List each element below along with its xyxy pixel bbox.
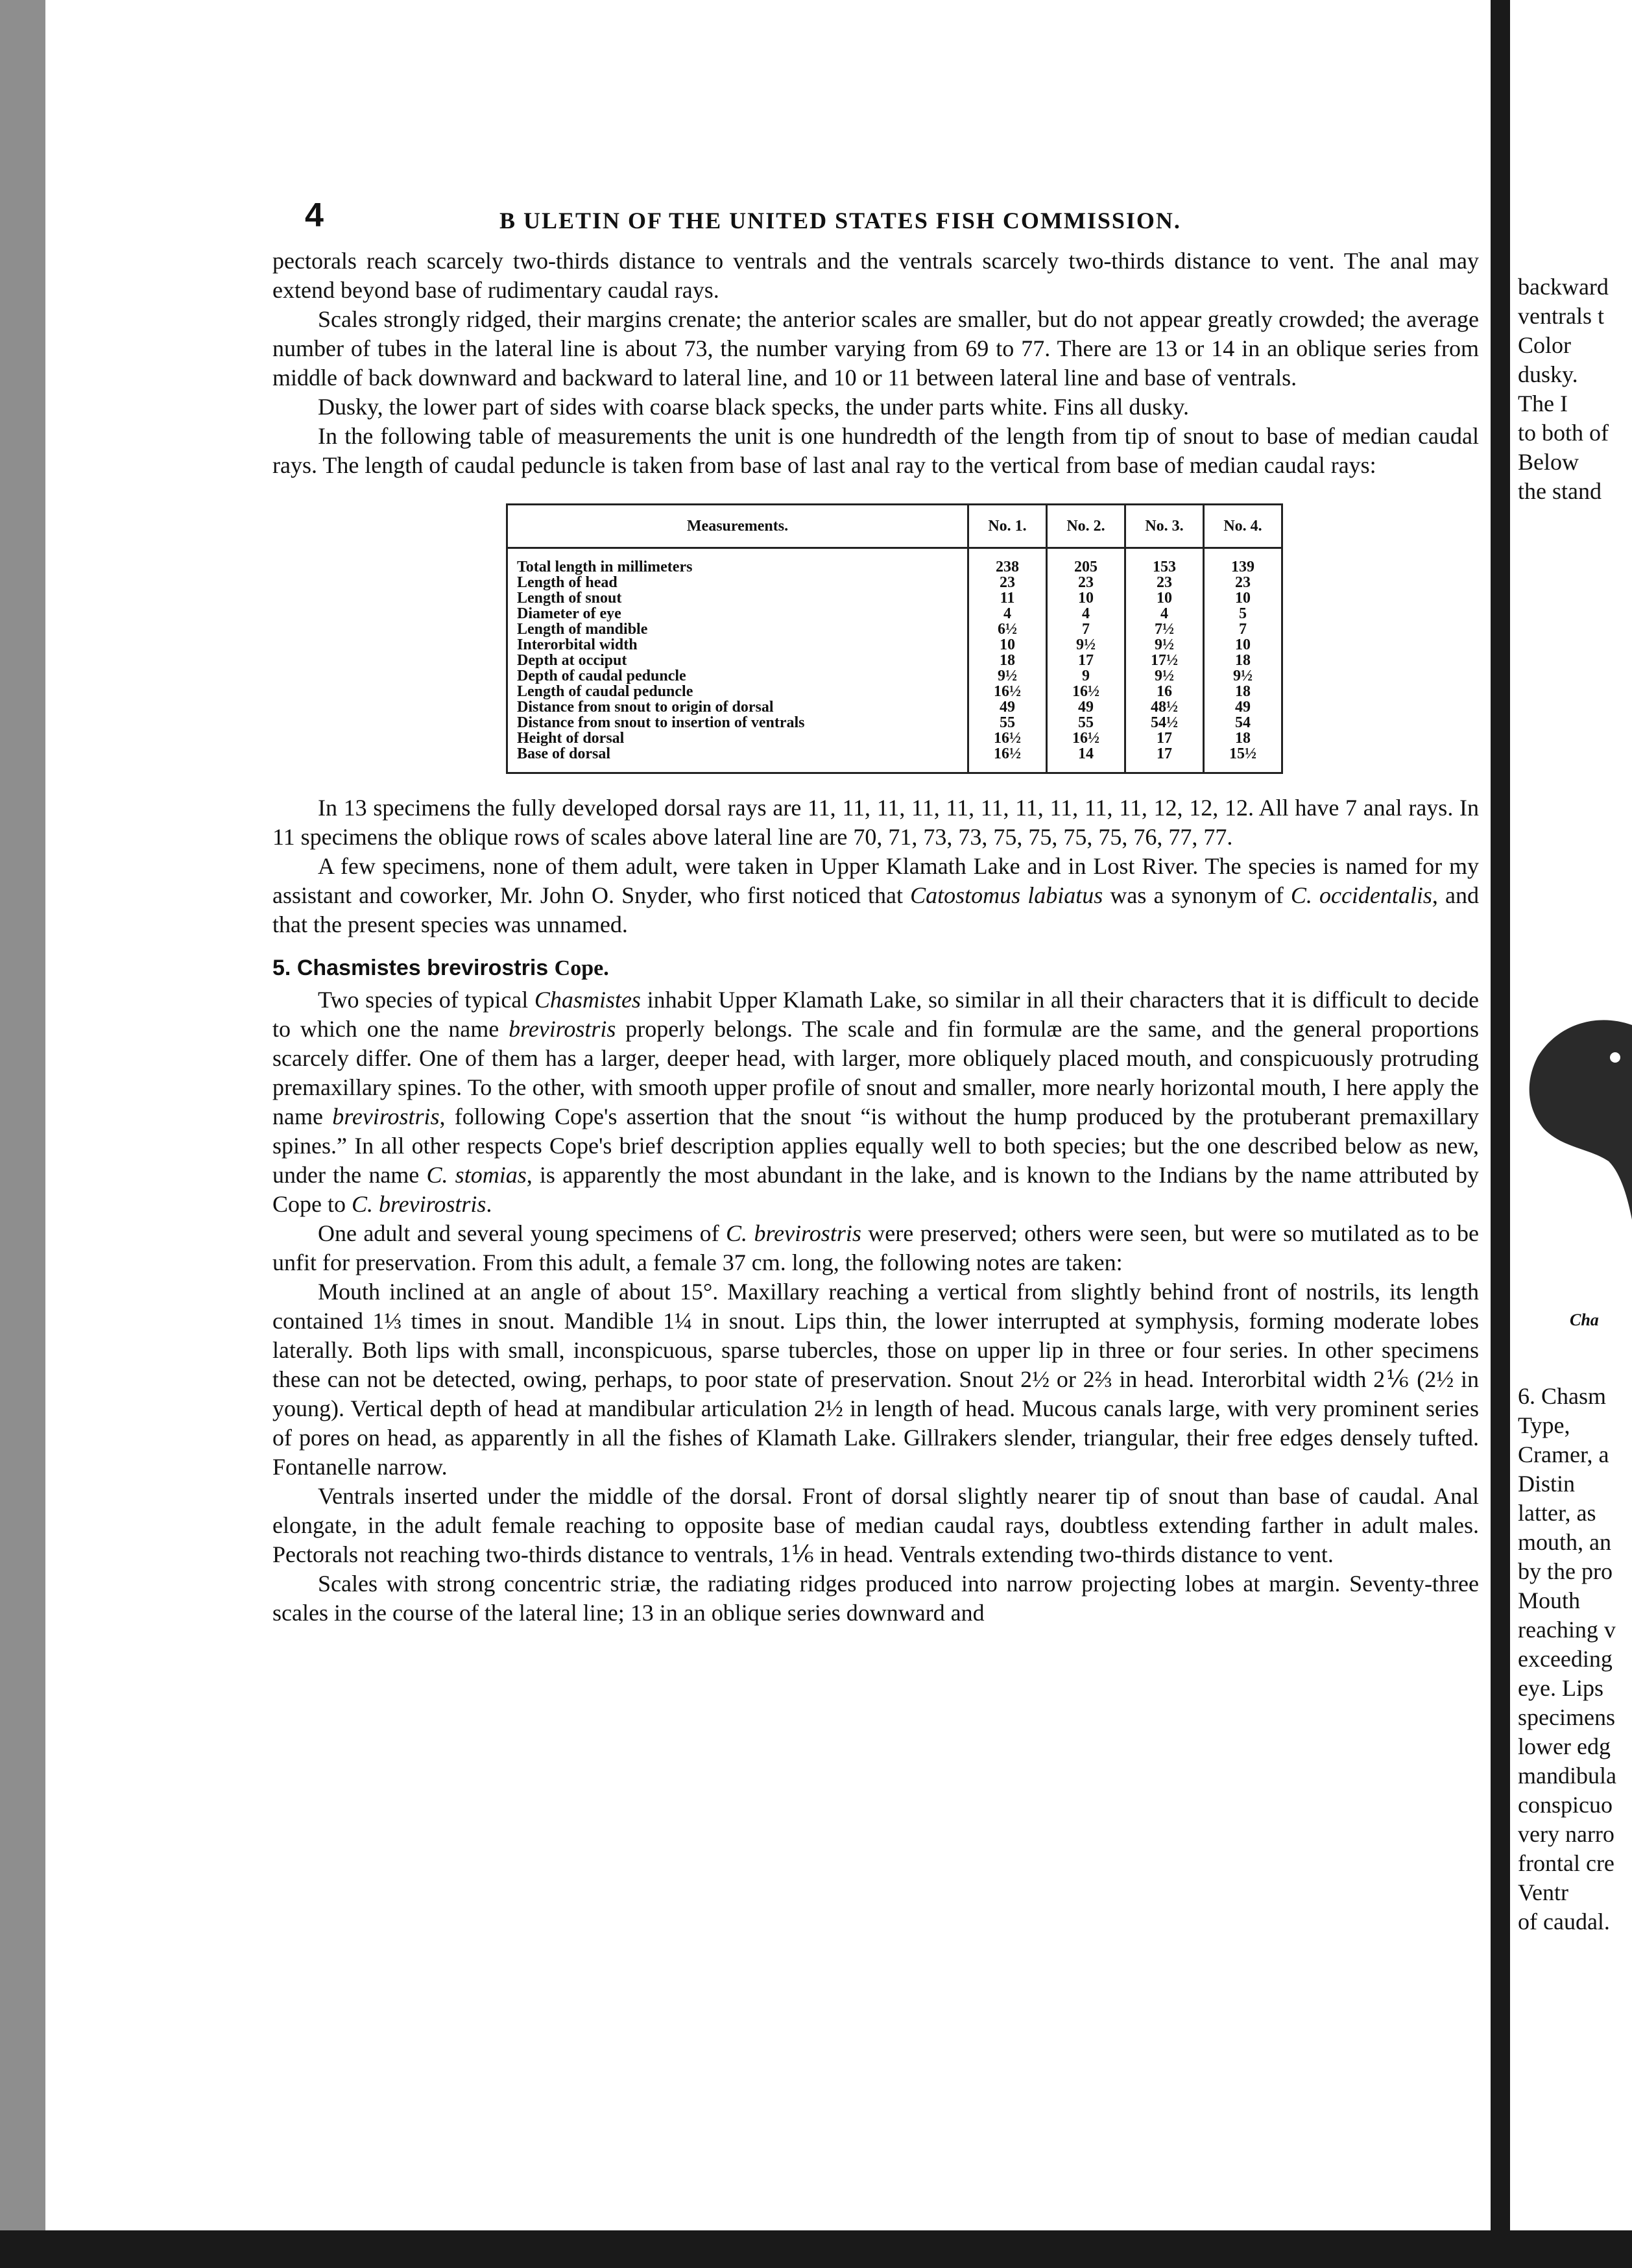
- adjacent-text-line: by the pro: [1518, 1558, 1613, 1584]
- adjacent-text-line: Cramer, a: [1518, 1442, 1609, 1467]
- measurement-value: 9: [1047, 668, 1125, 684]
- measurement-value: 10: [968, 637, 1047, 653]
- paragraph: [272, 1219, 1479, 1277]
- page-number: 4: [305, 197, 324, 234]
- section-author: Cope.: [554, 956, 609, 980]
- text-run: were preserved; others were seen, but were so mutilated as to be unfit for preservation. From this adult, a female 37 cm. long, the following notes are taken:: [272, 1220, 1479, 1275]
- measurement-value: 16½: [1047, 730, 1125, 746]
- species-name: Catostomus labiatus: [910, 882, 1103, 908]
- table-row: [507, 606, 1282, 621]
- measurement-value: 6½: [968, 621, 1047, 637]
- adjacent-text-line: ventrals t: [1518, 303, 1604, 329]
- text-run: , following Cope's assertion that the snout “is without the hump produced by the protuberant premaxillary spines.” In all other respects Cope's brief description applies equally well to both species; but the one described below as new, under the name: [272, 1104, 1479, 1188]
- figure-caption-fragment: Cha: [1570, 1310, 1599, 1329]
- table-row: [507, 637, 1282, 653]
- measurement-value: 16½: [968, 746, 1047, 773]
- measurement-value: 238: [968, 548, 1047, 575]
- adjacent-text-line: the stand: [1518, 478, 1602, 504]
- measurement-value: 54½: [1125, 715, 1204, 730]
- measurement-value: 18: [1204, 684, 1282, 699]
- adjacent-page-lower-text: [1518, 1382, 1632, 1936]
- species-name: C. brevirostris: [726, 1220, 861, 1246]
- measurement-value: 16½: [968, 684, 1047, 699]
- adjacent-text-line: to both of: [1518, 420, 1609, 446]
- adjacent-text-line: Color: [1518, 332, 1572, 358]
- table-row: [507, 548, 1282, 575]
- measurements-table-wrapper: [272, 503, 1479, 774]
- adjacent-text-line: 6. Chasm: [1518, 1383, 1607, 1409]
- measurement-value: 15½: [1204, 746, 1282, 773]
- measurement-label: Length of mandible: [517, 621, 648, 638]
- fish-head-shape: [1530, 1020, 1632, 1220]
- measurement-label: Length of caudal peduncle: [517, 683, 693, 700]
- measurement-label: Depth at occiput: [517, 652, 627, 669]
- adjacent-page-upper-text: [1518, 272, 1632, 506]
- running-title: B ULETIN OF THE UNITED STATES FISH COMMISSION.: [499, 208, 1181, 234]
- paragraph: Mouth inclined at an angle of about 15°. Maxillary reaching a vertical from slightly behind front of nostrils, its length contained 1⅓ times in snout. Mandible 1¼ in snout. Lips thin, the lower interrupted at symphysis, forming moderate lobes laterally. Both lips with small, inconspicuous, sparse tubercles, those on upper lip in three or four series. In other specimens these can not be detected, owing, perhaps, to poor state of preservation. Snout 2½ or 2⅔ in head. Interorbital width 2⅙ (2½ in young). Vertical depth of head at mandibular articulation 2½ in length of head. Mucous canals large, with very prominent series of pores on head, as apparently in all the fishes of Klamath Lake. Gillrakers slender, triangular, their free edges densely tufted. Fontanelle narrow.: [272, 1279, 1479, 1480]
- measurement-value: 23: [1047, 575, 1125, 590]
- adjacent-text-line: lower edg: [1518, 1733, 1611, 1759]
- measurement-value: 55: [1047, 715, 1125, 730]
- measurement-value: 10: [1204, 637, 1282, 653]
- paragraph: In the following table of measurements the unit is one hundredth of the length from tip of snout to base of median caudal rays. The length of caudal peduncle is taken from base of last anal ray to the vertical from base of median caudal rays:: [272, 423, 1479, 478]
- measurement-value: 7: [1047, 621, 1125, 637]
- fish-illustration-fragment: [1518, 986, 1632, 1285]
- table-body: [507, 548, 1282, 773]
- measurement-value: 5: [1204, 606, 1282, 621]
- text-run: inhabit Upper Klamath Lake, so similar in all their characters that it is difficult to decide to which one the name: [272, 987, 1480, 1042]
- measurement-label: Base of dorsal: [517, 745, 610, 762]
- adjacent-text-line: of caudal.: [1518, 1909, 1610, 1935]
- measurement-value: 9½: [1125, 637, 1204, 653]
- measurement-value: 17½: [1125, 653, 1204, 668]
- measurement-value: 17: [1047, 653, 1125, 668]
- page-header: [272, 188, 1479, 240]
- adjacent-text-line: eye. Lips: [1518, 1675, 1603, 1701]
- measurement-value: 9½: [1047, 637, 1125, 653]
- measurement-value: 55: [968, 715, 1047, 730]
- paragraph: [272, 852, 1479, 939]
- species-name: C. stomias: [426, 1162, 527, 1188]
- measurement-value: 16: [1125, 684, 1204, 699]
- table-header-row: [507, 505, 1282, 548]
- species-name: brevirostris: [509, 1016, 616, 1042]
- measurements-table: [506, 503, 1283, 774]
- main-page: [272, 188, 1479, 1628]
- measurement-value: 10: [1047, 590, 1125, 606]
- adjacent-text-line: mouth, an: [1518, 1529, 1611, 1555]
- section-title: Chasmistes brevirostris: [296, 956, 549, 980]
- measurement-value: 10: [1125, 590, 1204, 606]
- measurement-value: 7: [1204, 621, 1282, 637]
- species-name: brevirostris: [332, 1104, 440, 1129]
- text-run: Two species of typical: [318, 987, 534, 1013]
- adjacent-text-line: Ventr: [1518, 1879, 1568, 1905]
- table-row: [507, 621, 1282, 637]
- column-header: No. 2.: [1047, 505, 1125, 548]
- column-header: No. 1.: [968, 505, 1047, 548]
- paragraph: In 13 specimens the fully developed dorsal rays are 11, 11, 11, 11, 11, 11, 11, 11, 11, 11, 12, 12, 12. All have 7 anal rays. In 11 specimens the oblique rows of scales above lateral line are 70, 71, 73, 73, 75, 75, 75, 75, 76, 77, 77.: [272, 795, 1479, 850]
- adjacent-text-line: frontal cre: [1518, 1850, 1614, 1876]
- measurement-value: 17: [1125, 730, 1204, 746]
- measurement-value: 18: [968, 653, 1047, 668]
- paragraph: pectorals reach scarcely two-thirds distance to ventrals and the ventrals scarcely two-thirds distance to vent. The anal may extend beyond base of rudimentary caudal rays.: [272, 248, 1479, 303]
- species-name: Chasmistes: [534, 987, 641, 1013]
- adjacent-text-line: conspicuo: [1518, 1792, 1613, 1818]
- text-run: .: [486, 1191, 492, 1217]
- text-run: , is apparently the most abundant in the lake, and is known to the Indians by the name attributed by Cope to: [272, 1162, 1479, 1217]
- table-row: [507, 575, 1282, 590]
- table-row: [507, 590, 1282, 606]
- section-number: 5.: [272, 956, 291, 980]
- paragraph: Ventrals inserted under the middle of the dorsal. Front of dorsal slightly nearer tip of snout than base of caudal. Anal elongate, in the adult female reaching to opposite base of median caudal rays, doubtless extending farther in adult males. Pectorals not reaching two-thirds distance to ventrals, 1⅙ in head. Ventrals extending two-thirds distance to vent.: [272, 1483, 1479, 1567]
- paragraph: Scales strongly ridged, their margins crenate; the anterior scales are smaller, but do not appear greatly crowded; the average number of tubes in the lateral line is about 73, the number varying from 69 to 77. There are 13 or 14 in an oblique series from middle of back downward and backward to lateral line, and 10 or 11 between lateral line and base of ventrals.: [272, 306, 1479, 391]
- measurement-value: 16½: [1047, 684, 1125, 699]
- measurement-value: 18: [1204, 730, 1282, 746]
- measurement-value: 49: [1047, 699, 1125, 715]
- measurement-label: Length of head: [517, 574, 618, 591]
- measurement-value: 9½: [1204, 668, 1282, 684]
- adjacent-text-line: reaching v: [1518, 1617, 1616, 1643]
- section-heading: [272, 954, 1479, 983]
- text-run: One adult and several young specimens of: [318, 1220, 726, 1246]
- table-row: [507, 730, 1282, 746]
- measurement-value: 16½: [968, 730, 1047, 746]
- measurement-value: 10: [1204, 590, 1282, 606]
- species-name: C. brevirostris: [352, 1191, 486, 1217]
- measurement-label: Depth of caudal peduncle: [517, 668, 686, 684]
- adjacent-text-line: Below: [1518, 449, 1579, 475]
- adjacent-text-line: latter, as: [1518, 1500, 1596, 1526]
- text-run: properly belongs. The scale and fin formulæ are the same, and the general proportions scarcely differ. One of them has a larger, deeper head, with larger, more obliquely placed mouth, and conspicuously protruding premaxillary spines. To the other, with smooth upper profile of snout and smaller, more nearly horizontal mouth, I here apply the name: [272, 1016, 1479, 1129]
- species-name: C. occidentalis: [1290, 882, 1432, 908]
- adjacent-text-line: Distin: [1518, 1471, 1576, 1497]
- measurement-value: 23: [1204, 575, 1282, 590]
- table-row: [507, 684, 1282, 699]
- measurement-value: 23: [1125, 575, 1204, 590]
- measurement-value: 9½: [968, 668, 1047, 684]
- measurement-value: 23: [968, 575, 1047, 590]
- adjacent-text-line: dusky.: [1518, 361, 1578, 387]
- measurement-label: Height of dorsal: [517, 730, 625, 747]
- adjacent-text-line: Mouth: [1518, 1587, 1581, 1613]
- paragraph: Dusky, the lower part of sides with coarse black specks, the under parts white. Fins all dusky.: [318, 394, 1190, 420]
- adjacent-text-line: very narro: [1518, 1821, 1614, 1847]
- measurement-label: Distance from snout to insertion of ventrals: [517, 714, 805, 731]
- paragraph: [272, 985, 1479, 1219]
- measurement-label: Length of snout: [517, 590, 622, 607]
- text-run: , and that the present species was unnamed.: [272, 882, 1480, 937]
- measurement-label: Diameter of eye: [517, 605, 621, 622]
- adjacent-text-line: exceeding: [1518, 1646, 1613, 1672]
- measurement-label: Distance from snout to origin of dorsal: [517, 699, 774, 716]
- measurement-value: 139: [1204, 548, 1282, 575]
- text-run: A few specimens, none of them adult, were taken in Upper Klamath Lake and in Lost River. The species is named for my assistant and coworker, Mr. John O. Snyder, who first noticed that: [272, 853, 1479, 908]
- table-row: [507, 653, 1282, 668]
- adjacent-text-line: mandibula: [1518, 1763, 1616, 1789]
- measurement-value: 4: [1125, 606, 1204, 621]
- measurement-value: 9½: [1125, 668, 1204, 684]
- column-header: No. 3.: [1125, 505, 1204, 548]
- measurement-value: 54: [1204, 715, 1282, 730]
- measurement-value: 18: [1204, 653, 1282, 668]
- table-row: [507, 746, 1282, 773]
- measurement-value: 48½: [1125, 699, 1204, 715]
- adjacent-text-line: specimens: [1518, 1704, 1615, 1730]
- measurement-label: Interorbital width: [517, 636, 638, 653]
- scan-bottom-edge: [0, 2230, 1632, 2268]
- measurement-value: 4: [968, 606, 1047, 621]
- measurement-label: Total length in millimeters: [517, 559, 693, 575]
- adjacent-text-line: backward: [1518, 274, 1609, 300]
- table-row: [507, 668, 1282, 684]
- measurement-value: 11: [968, 590, 1047, 606]
- measurement-value: 4: [1047, 606, 1125, 621]
- measurement-value: 153: [1125, 548, 1204, 575]
- measurement-value: 205: [1047, 548, 1125, 575]
- table-row: [507, 699, 1282, 715]
- paragraph: Scales with strong concentric striæ, the radiating ridges produced into narrow projecting lobes at margin. Seventy-three scales in the course of the lateral line; 13 in an oblique series downward and: [272, 1571, 1479, 1626]
- column-header: No. 4.: [1204, 505, 1282, 548]
- table-row: [507, 715, 1282, 730]
- measurement-value: 14: [1047, 746, 1125, 773]
- fish-eye-mark: [1610, 1052, 1620, 1063]
- column-header: Measurements.: [507, 505, 968, 548]
- measurement-value: 7½: [1125, 621, 1204, 637]
- adjacent-text-line: Type,: [1518, 1412, 1570, 1438]
- page-gutter: [1491, 0, 1510, 2268]
- measurement-value: 49: [968, 699, 1047, 715]
- measurement-value: 17: [1125, 746, 1204, 773]
- text-run: was a synonym of: [1103, 882, 1291, 908]
- measurement-value: 49: [1204, 699, 1282, 715]
- scan-left-margin: [0, 0, 45, 2268]
- adjacent-text-line: The I: [1518, 391, 1568, 416]
